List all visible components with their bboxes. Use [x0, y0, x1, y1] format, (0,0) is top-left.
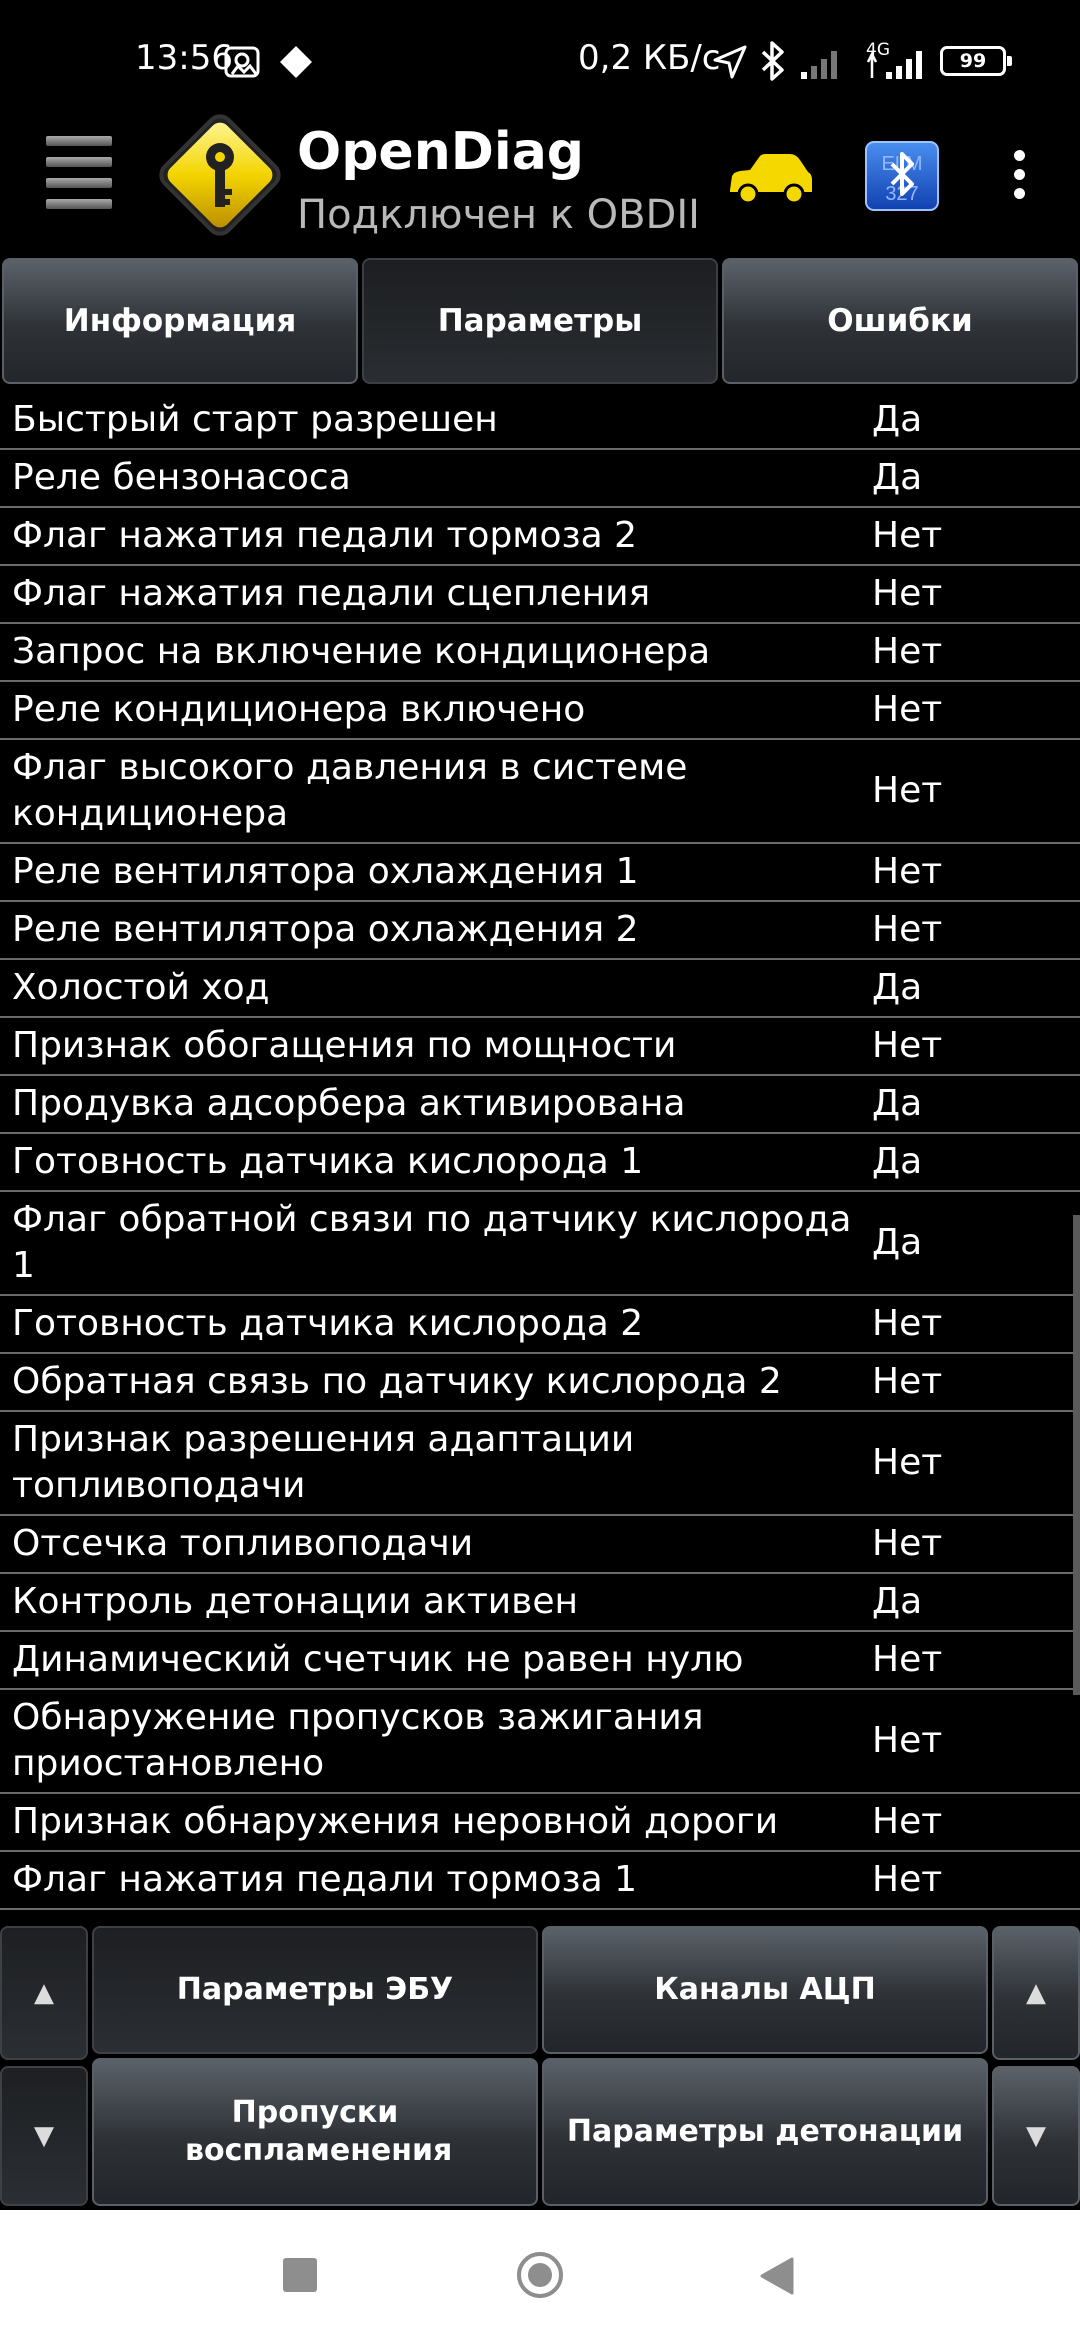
- param-name: Обратная связь по датчику кислорода 2: [12, 1361, 782, 1402]
- param-value: Нет: [872, 1442, 943, 1483]
- param-name: Реле вентилятора охлаждения 2: [12, 909, 639, 950]
- gallery-notification-icon: [224, 44, 262, 80]
- param-value: Нет: [872, 631, 943, 672]
- more-options-icon[interactable]: [1004, 150, 1034, 206]
- param-row[interactable]: [0, 1018, 1080, 1076]
- ecu-parameters-button[interactable]: Параметры ЭБУ: [92, 1926, 538, 2054]
- bluetooth-icon: [758, 40, 788, 82]
- param-row[interactable]: [0, 740, 1080, 844]
- param-value: Нет: [872, 770, 943, 811]
- signal-icon-1: [800, 48, 840, 80]
- param-name: Динамический счетчик не равен нулю: [12, 1639, 744, 1680]
- param-value: Нет: [872, 1303, 943, 1344]
- param-name: Флаг нажатия педали тормоза 1: [12, 1859, 638, 1900]
- param-value: Нет: [872, 1025, 943, 1066]
- param-row[interactable]: [0, 450, 1080, 508]
- param-name: Готовность датчика кислорода 1: [12, 1141, 644, 1182]
- tab-errors[interactable]: Ошибки: [722, 258, 1078, 384]
- diamond-notification-icon: [278, 44, 314, 80]
- misfires-button[interactable]: [92, 2058, 538, 2206]
- param-value: Нет: [872, 1523, 943, 1564]
- param-name: Готовность датчика кислорода 2: [12, 1303, 644, 1344]
- menu-icon[interactable]: [46, 136, 112, 210]
- param-row[interactable]: [0, 1574, 1080, 1632]
- param-row[interactable]: [0, 1296, 1080, 1354]
- param-name: Флаг нажатия педали тормоза 2: [12, 515, 638, 556]
- param-value: Да: [872, 1581, 923, 1622]
- back-icon[interactable]: [759, 2256, 795, 2296]
- param-value: Нет: [872, 1859, 943, 1900]
- knock-parameters-button[interactable]: Параметры детонации: [542, 2058, 988, 2206]
- param-value: Нет: [872, 909, 943, 950]
- tab-information[interactable]: Информация: [2, 258, 358, 384]
- param-name: Реле вентилятора охлаждения 1: [12, 851, 639, 892]
- param-row[interactable]: [0, 1690, 1080, 1794]
- param-row[interactable]: [0, 1076, 1080, 1134]
- network-type: 4G: [866, 40, 890, 60]
- param-name: Флаг обратной связи по датчику кислорода 1: [12, 1199, 852, 1286]
- param-name: Контроль детонации активен: [12, 1581, 579, 1622]
- param-name: Запрос на включение кондиционера: [12, 631, 711, 672]
- param-value: Нет: [872, 1801, 943, 1842]
- svg-text:ELM: ELM: [881, 153, 923, 175]
- param-name: Отсечка топливоподачи: [12, 1523, 474, 1564]
- param-row[interactable]: [0, 844, 1080, 902]
- param-value: Нет: [872, 573, 943, 614]
- param-row[interactable]: [0, 508, 1080, 566]
- param-row[interactable]: [0, 566, 1080, 624]
- status-time: 13:56: [135, 38, 233, 78]
- param-row[interactable]: [0, 1412, 1080, 1516]
- param-name: Признак разрешения адаптации топливоподачи: [12, 1419, 635, 1506]
- tab-parameters[interactable]: Параметры: [362, 258, 718, 384]
- location-icon: [712, 44, 748, 80]
- scroll-up-right-button[interactable]: ▲: [992, 1926, 1080, 2060]
- recents-icon[interactable]: [283, 2258, 317, 2292]
- scroll-up-left-button[interactable]: ▲: [0, 1926, 88, 2060]
- app-logo-icon: [150, 105, 290, 245]
- scroll-down-left-button[interactable]: ▼: [0, 2066, 88, 2206]
- connection-status: Подключен к OBDII: [297, 192, 700, 238]
- param-value: Нет: [872, 1361, 943, 1402]
- svg-text:327: 327: [885, 183, 919, 205]
- parameter-list[interactable]: [0, 392, 1080, 1922]
- param-row[interactable]: [0, 1632, 1080, 1690]
- param-name: Реле кондиционера включено: [12, 689, 586, 730]
- param-row[interactable]: [0, 960, 1080, 1018]
- home-icon[interactable]: [517, 2252, 563, 2298]
- car-icon[interactable]: [724, 150, 816, 208]
- param-value: Да: [872, 1222, 923, 1263]
- param-name: Реле бензонасоса: [12, 457, 351, 498]
- param-name: Флаг нажатия педали сцепления: [12, 573, 651, 614]
- misfires-button-label: Пропуски воспламенения: [185, 2095, 453, 2168]
- param-name: Признак обогащения по мощности: [12, 1025, 677, 1066]
- param-value: Да: [872, 967, 923, 1008]
- param-value: Нет: [872, 1720, 943, 1761]
- network-speed: 0,2 КБ/с: [578, 38, 721, 78]
- param-value: Да: [872, 457, 923, 498]
- scrollbar[interactable]: [1073, 1215, 1080, 1695]
- param-row[interactable]: [0, 682, 1080, 740]
- param-row[interactable]: [0, 1852, 1080, 1910]
- param-row[interactable]: [0, 1516, 1080, 1574]
- param-name: Продувка адсорбера активирована: [12, 1083, 686, 1124]
- param-name: Флаг высокого давления в системе кондиционера: [12, 747, 688, 834]
- param-row[interactable]: [0, 1134, 1080, 1192]
- param-row[interactable]: [0, 1354, 1080, 1412]
- param-value: Нет: [872, 689, 943, 730]
- param-value: Да: [872, 1083, 923, 1124]
- scroll-down-right-button[interactable]: ▼: [992, 2066, 1080, 2206]
- signal-icon-2: [866, 48, 926, 80]
- param-value: Нет: [872, 515, 943, 556]
- param-row[interactable]: [0, 1192, 1080, 1296]
- param-name: Холостой ход: [12, 967, 270, 1008]
- param-name: Признак обнаружения неровной дороги: [12, 1801, 779, 1842]
- adc-channels-button[interactable]: Каналы АЦП: [542, 1926, 988, 2054]
- param-value: Да: [872, 1141, 923, 1182]
- param-value: Да: [872, 399, 923, 440]
- battery-icon: 99: [940, 46, 1006, 76]
- param-row[interactable]: [0, 902, 1080, 960]
- param-row[interactable]: [0, 392, 1080, 450]
- param-value: Нет: [872, 851, 943, 892]
- app-title: OpenDiag: [297, 122, 585, 182]
- param-row[interactable]: [0, 624, 1080, 682]
- param-row[interactable]: [0, 1794, 1080, 1852]
- param-name: Обнаружение пропусков зажигания приостановлено: [12, 1697, 704, 1784]
- param-name: Быстрый старт разрешен: [12, 399, 498, 440]
- param-value: Нет: [872, 1639, 943, 1680]
- elm327-bluetooth-icon[interactable]: [864, 140, 940, 212]
